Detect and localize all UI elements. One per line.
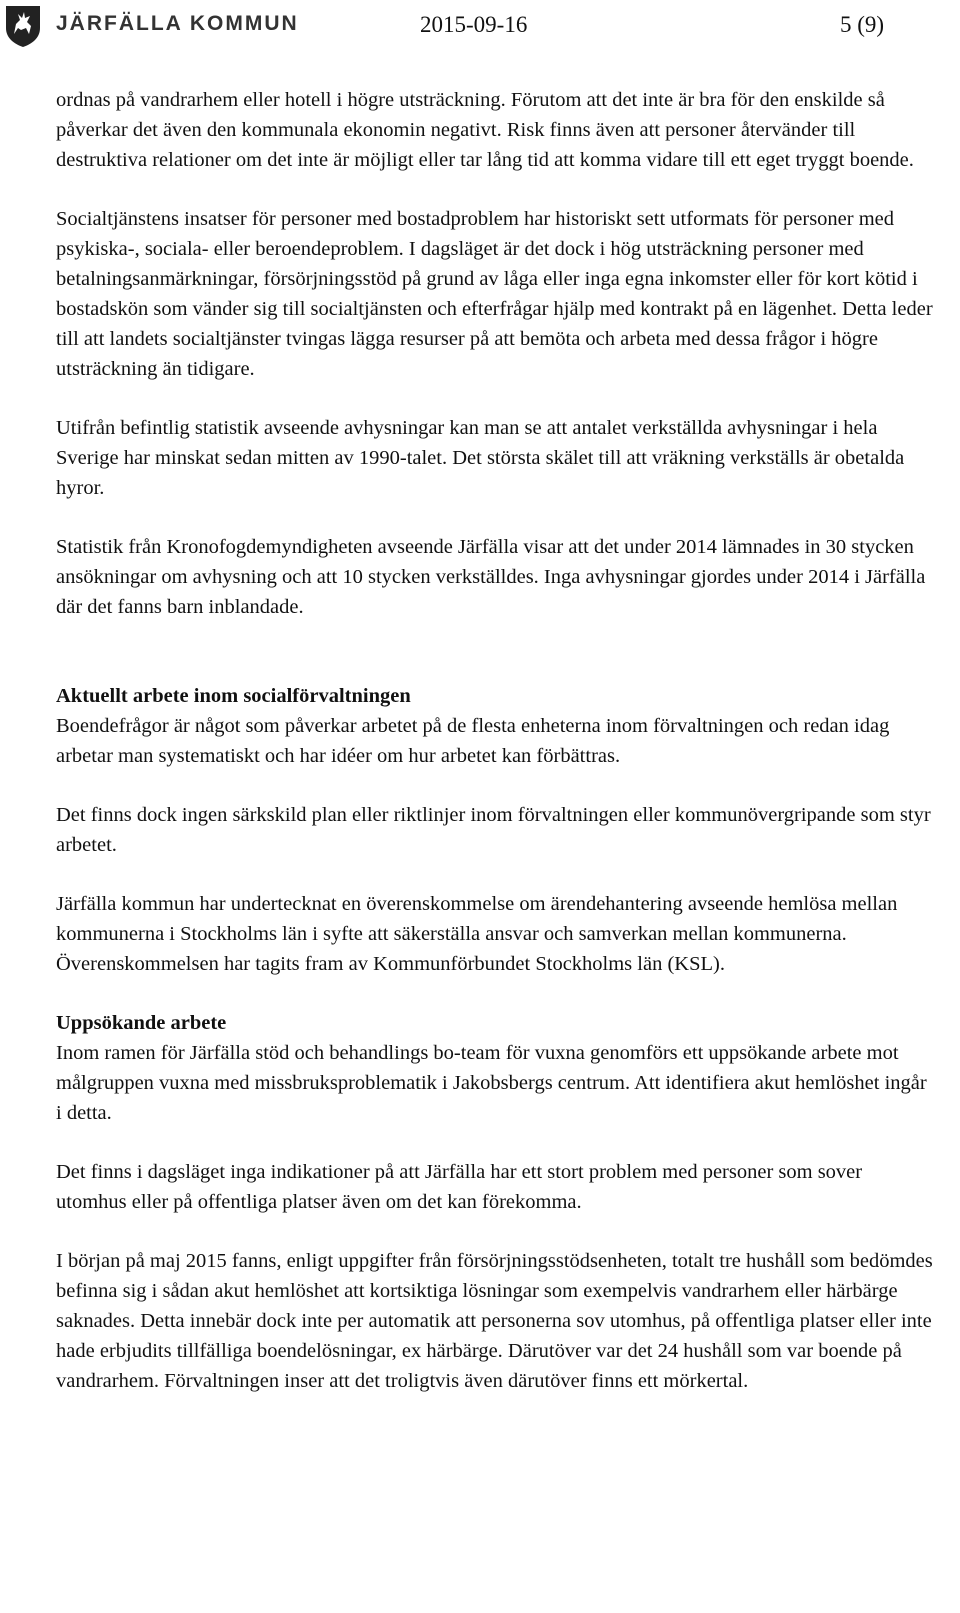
section-spacer <box>56 651 936 681</box>
paragraph: Järfälla kommun har undertecknat en överenskommelse om ärendehantering avseende hemlösa mellan kommunerna i Stockholms län i syfte att säkerställa ansvar och samverkan mellan kommunerna. Överenskommelsen har tagits fram av Kommunförbundet Stockholms län (KSL). <box>56 893 898 975</box>
page-header <box>0 0 960 60</box>
paragraph: Boendefrågor är något som påverkar arbetet på de flesta enheterna inom förvaltningen och redan idag arbetar man systematiskt och har idéer om hur arbetet kan förbättras. <box>56 715 890 767</box>
paragraph: Inom ramen för Järfälla stöd och behandlings bo-team för vuxna genomförs ett uppsökande arbete mot målgruppen vuxna med missbruksproblematik i Jakobsbergs centrum. Att identifiera akut hemlöshet ingår i detta. <box>56 1042 927 1124</box>
org-name: JÄRFÄLLA KOMMUN <box>56 12 299 35</box>
paragraph: Det finns i dagsläget inga indikationer på att Järfälla har ett stort problem med personer som sover utomhus eller på offentliga platser även om det kan förekomma. <box>56 1161 863 1213</box>
coat-of-arms-icon <box>4 4 42 48</box>
section-heading: Uppsökande arbete <box>56 1012 227 1034</box>
section-heading: Aktuellt arbete inom socialförvaltningen <box>56 685 411 707</box>
document-body <box>56 85 936 1425</box>
paragraph: ordnas på vandrarhem eller hotell i högre utsträckning. Förutom att det inte är bra för den enskilde så påverkar det även den kommunala ekonomin negativt. Risk finns även att personer återvänder till destruktiva relationer om det inte är möjligt eller tar lång tid att komma vidare till ett eget tryggt boende. <box>56 89 914 171</box>
paragraph: Statistik från Kronofogdemyndigheten avseende Järfälla visar att det under 2014 lämnades in 30 stycken ansökningar om avhysning och att 10 stycken verkställdes. Inga avhysningar gjordes under 2014 i Järfälla där det fanns barn inblandade. <box>56 536 926 618</box>
paragraph: Utifrån befintlig statistik avseende avhysningar kan man se att antalet verkställda avhysningar i hela Sverige har minskat sedan mitten av 1990-talet. Det största skälet till att vräkning verkställs är obetalda hyror. <box>56 417 905 499</box>
page-number: 5 (9) <box>840 12 885 37</box>
document-date: 2015-09-16 <box>420 12 528 37</box>
paragraph: Socialtjänstens insatser för personer med bostadproblem har historiskt sett utformats för personer med psykiska-, sociala- eller beroendeproblem. I dagsläget är det dock i hög utsträckning personer med betalningsanmärkningar, försörjningsstöd på grund av låga eller inga egna inkomster eller för kort kötid i bostadskön som vänder sig till socialtjänsten och efterfrågar hjälp med kontrakt på en lägenhet. Detta leder till att landets socialtjänster tvingas lägga resurser på att bemöta och arbeta med dessa frågor i högre utsträckning än tidigare. <box>56 208 933 380</box>
paragraph: Det finns dock ingen särkskild plan eller riktlinjer inom förvaltningen eller kommunövergripande som styr arbetet. <box>56 804 931 856</box>
paragraph: I början på maj 2015 fanns, enligt uppgifter från försörjningsstödsenheten, totalt tre hushåll som bedömdes befinna sig i sådan akut hemlöshet att kortsiktiga lösningar som exempelvis vandrarhem eller härbärge saknades. Detta innebär dock inte per automatik att personerna sov utomhus, på offentliga platser eller inte hade erbjudits tillfälliga boendelösningar, ex härbärge. Därutöver var det 24 hushåll som var boende på vandrarhem. Förvaltningen inser att det troligtvis även därutöver finns ett mörkertal. <box>56 1250 933 1392</box>
